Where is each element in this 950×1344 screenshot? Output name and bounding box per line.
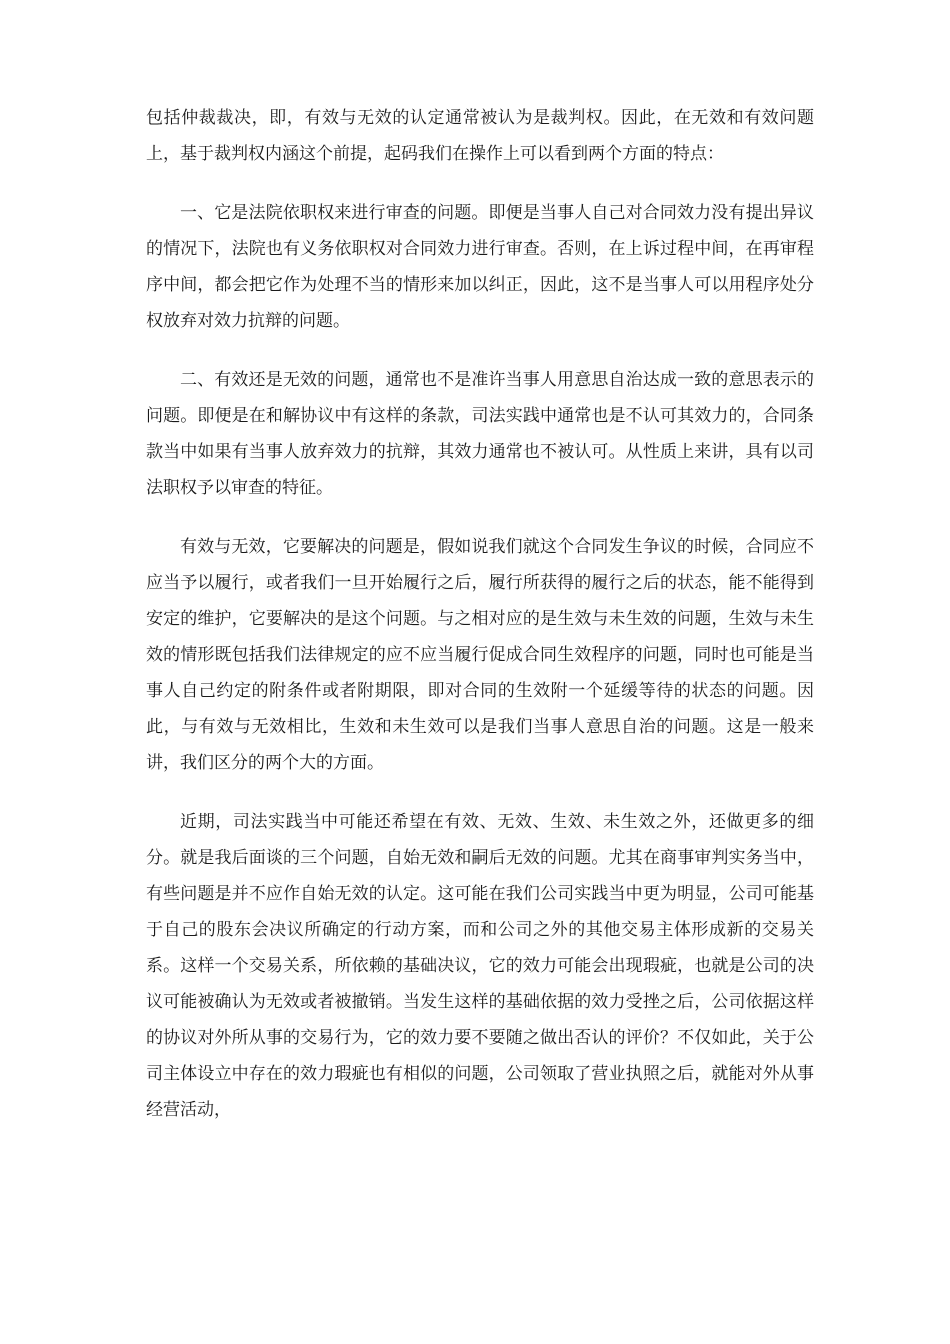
paragraph-point-two: 二、有效还是无效的问题，通常也不是准许当事人用意思自治达成一致的意思表示的问题。即便是在和解协议中有这样的条款，司法实践中通常也是不认可其效力的，合同条款当中如果有当事人放弃效力的抗辩，其效力通常也不被认可。从性质上来讲，具有以司法职权予以审查的特征。 bbox=[146, 370, 814, 498]
paragraph-continuation: 包括仲裁裁决，即，有效与无效的认定通常被认为是裁判权。因此，在无效和有效问题上，基于裁判权内涵这个前提，起码我们在操作上可以看到两个方面的特点： bbox=[146, 108, 814, 164]
document-body bbox=[146, 100, 814, 1128]
paragraph-recent-practice: 近期，司法实践当中可能还希望在有效、无效、生效、未生效之外，还做更多的细分。就是我后面谈的三个问题，自始无效和嗣后无效的问题。尤其在商事审判实务当中，有些问题是并不应作自始无效的认定。这可能在我们公司实践当中更为明显，公司可能基于自己的股东会决议所确定的行动方案，而和公司之外的其他交易主体形成新的交易关系。这样一个交易关系，所依赖的基础决议，它的效力可能会出现瑕疵，也就是公司的决议可能被确认为无效或者被撤销。当发生这样的基础依据的效力受挫之后，公司依据这样的协议对外所从事的交易行为，它的效力要不要随之做出否认的评价？不仅如此，关于公司主体设立中存在的效力瑕疵也有相似的问题，公司领取了营业执照之后，就能对外从事经营活动， bbox=[146, 812, 814, 1120]
paragraph-validity-vs-effectiveness: 有效与无效，它要解决的问题是，假如说我们就这个合同发生争议的时候，合同应不应当予以履行，或者我们一旦开始履行之后，履行所获得的履行之后的状态，能不能得到安定的维护，它要解决的是这个问题。与之相对应的是生效与未生效的问题，生效与未生效的情形既包括我们法律规定的应不应当履行促成合同生效程序的问题，同时也可能是当事人自己约定的附条件或者附期限，即对合同的生效附一个延缓等待的状态的问题。因此，与有效与无效相比，生效和未生效可以是我们当事人意思自治的问题。这是一般来讲，我们区分的两个大的方面。 bbox=[146, 537, 814, 773]
paragraph-point-one: 一、它是法院依职权来进行审查的问题。即便是当事人自己对合同效力没有提出异议的情况下，法院也有义务依职权对合同效力进行审查。否则，在上诉过程中间，在再审程序中间，都会把它作为处理不当的情形来加以纠正，因此，这不是当事人可以用程序处分权放弃对效力抗辩的问题。 bbox=[146, 203, 814, 331]
